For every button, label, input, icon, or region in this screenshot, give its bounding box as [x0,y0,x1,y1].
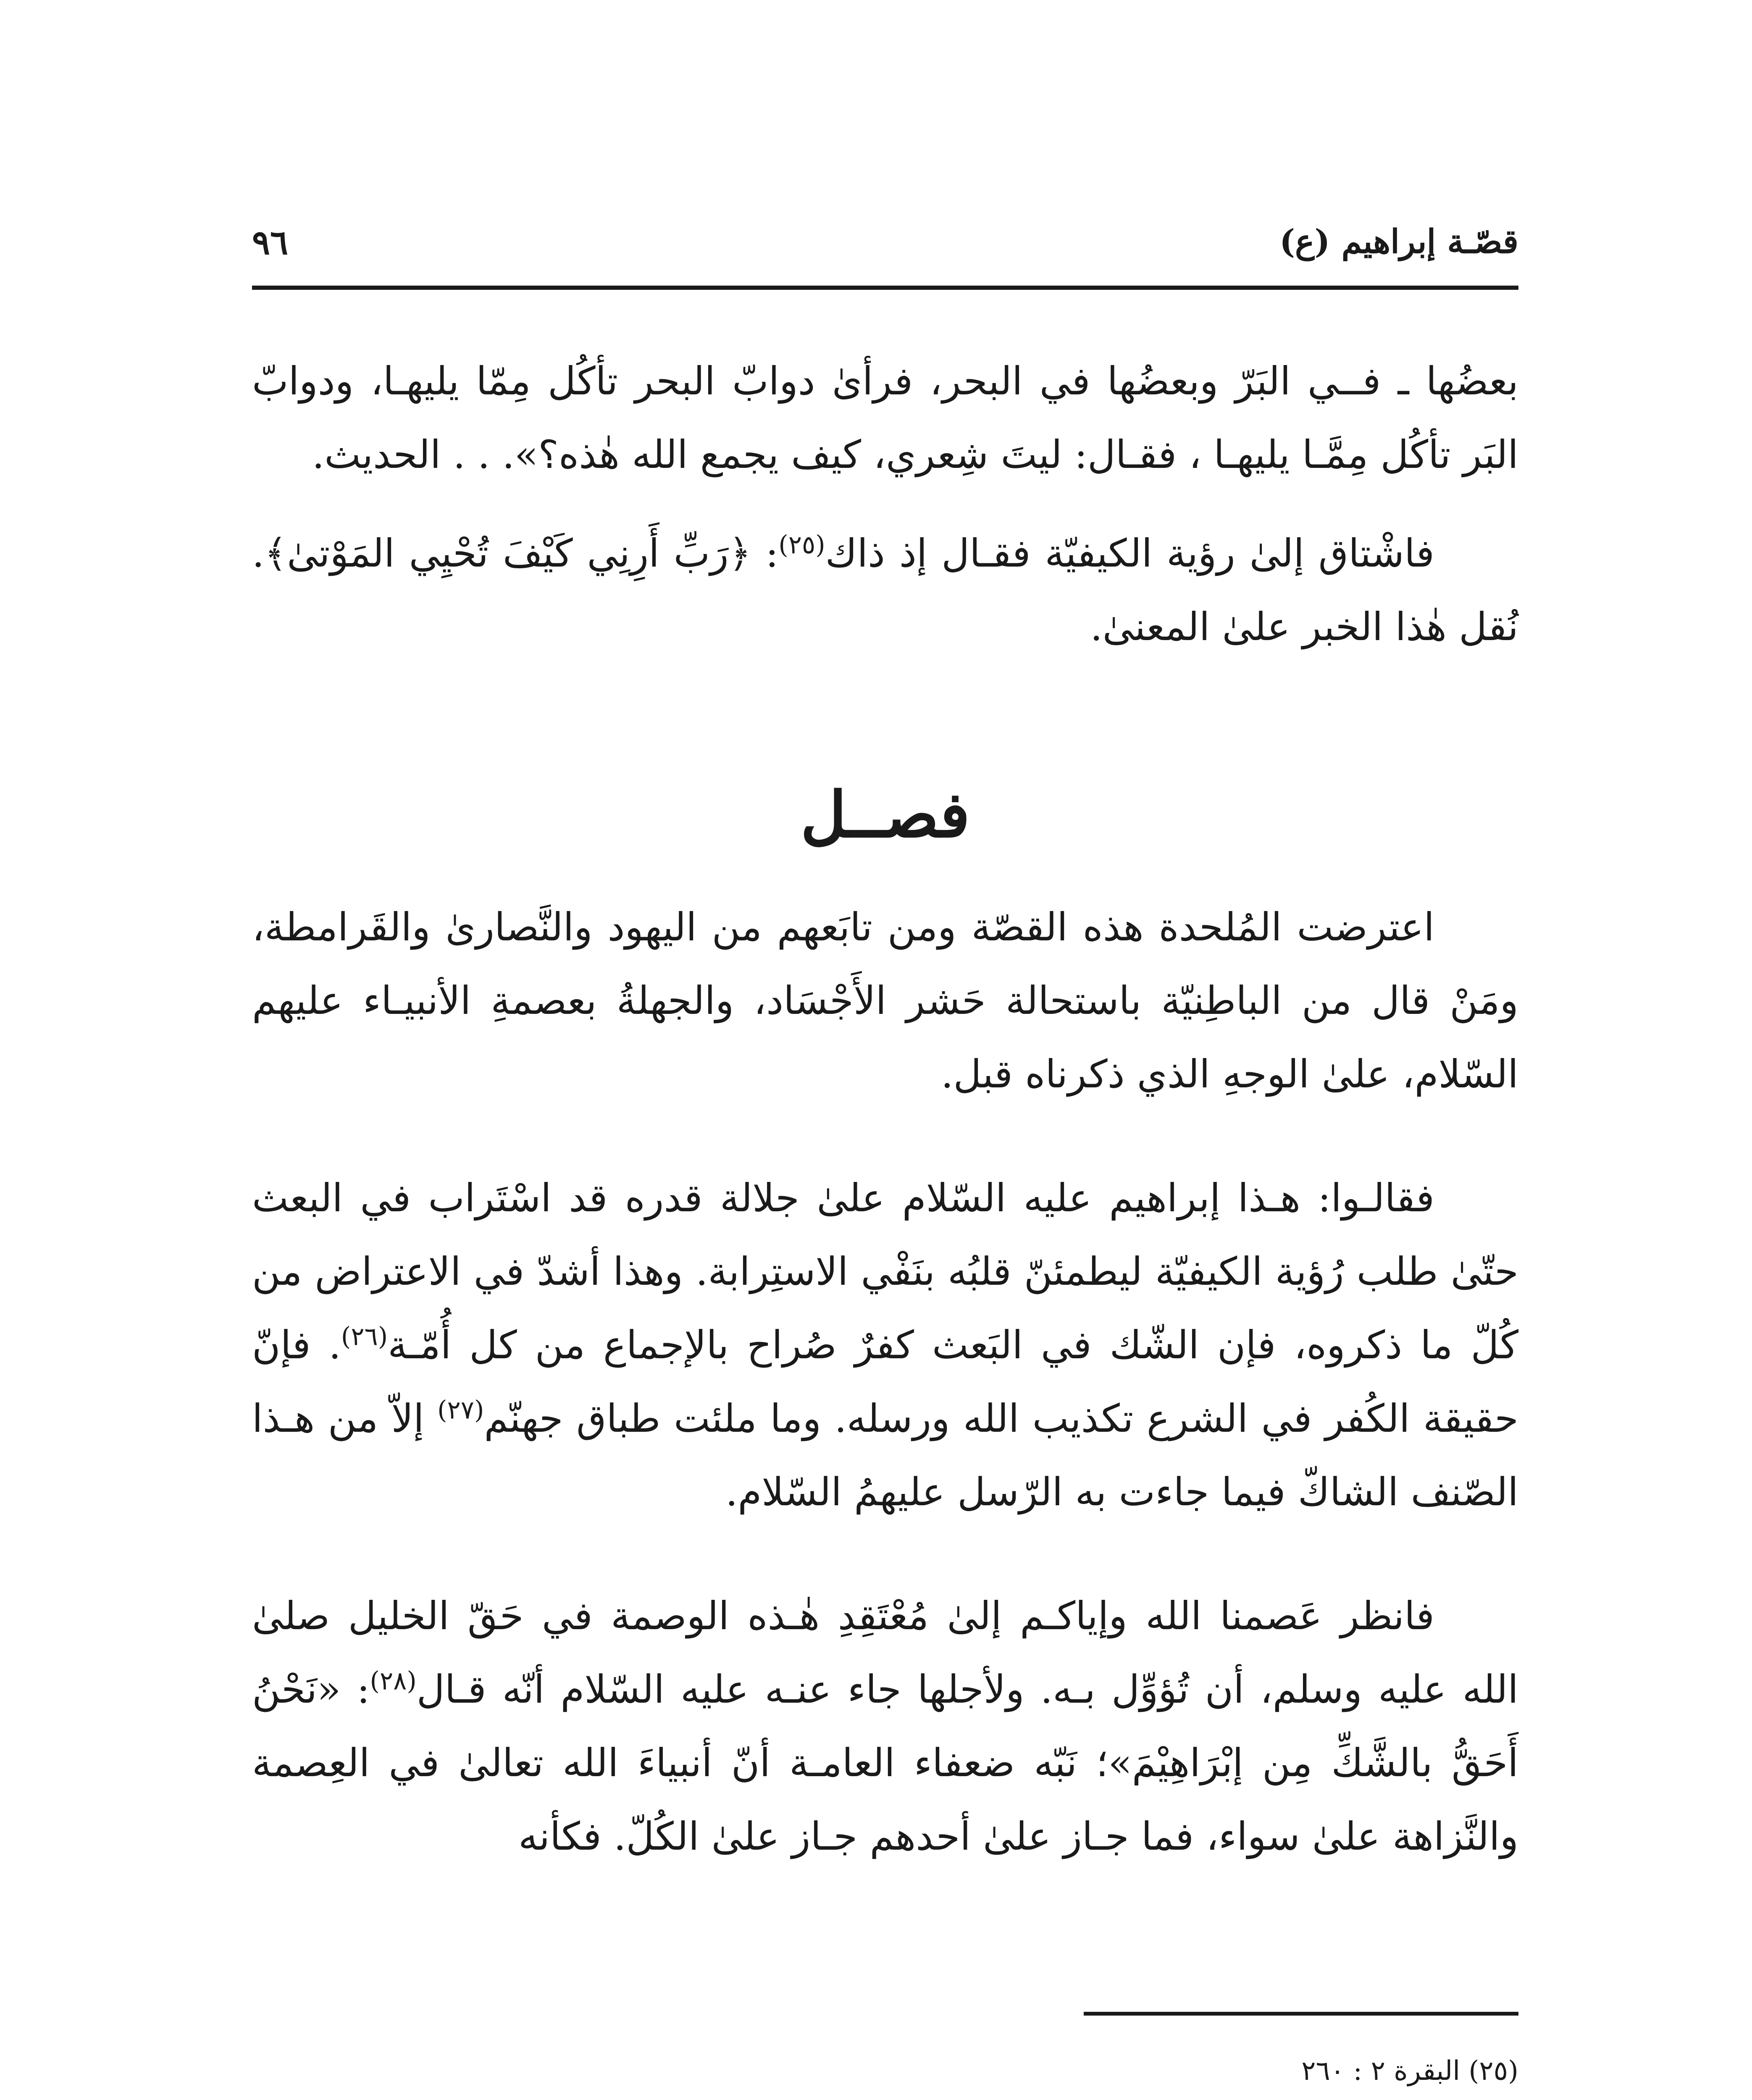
paragraph-2-text-a: فاشْتاق إلىٰ رؤية الكيفيّة فقـال إذ ذاك [825,531,1434,576]
paragraph-3: اعترضت المُلحدة هذه القصّة ومن تابَعهم من اليهود والنَّصارىٰ والقَرامطة، ومَنْ قال من الباطِنيّة باستحالة حَشر الأَجْسَاد، والجهلةُ بعصمةِ الأنبيـاء عليهم السّلام، علىٰ الوجهِ الذي ذكرناه قبل. [252,905,1518,1097]
main-text [252,344,1518,1924]
paragraph-2 [252,517,1518,664]
running-header [252,218,1518,290]
paragraph-1: بعضُها ـ فــي البَرّ وبعضُها في البحر، فرأىٰ دوابّ البحر تأكُل مِمّا يليهـا، ودوابّ البَر تأكُل مِمَّـا يليهـا ، فقـال: ليتَ شِعري، كيف يجمع الله هٰذه؟». . . الحديث. [252,359,1518,477]
paragraph-5 [252,1579,1518,1873]
paragraph-5-text-b: : «نَحْنُ أَحَقُّ بالشَّكِّ مِن إبْرَاهِيْمَ»؛ نَبّه ضعفاء العامـة أنّ أنبياءَ الله تعالىٰ في العِصمة والنَّزاهة علىٰ سواء، فما جـاز علىٰ أحدهم جـاز علىٰ الكُلّ. فكأنه [252,1667,1518,1859]
footnote-26 [252,2097,1518,2100]
page-number: ٩٦ [252,223,288,262]
footnote-ref-27: (٢٧) [437,1395,484,1425]
paragraph-4 [252,1161,1518,1529]
paragraph-2-text-b: : ﴿رَبِّ أَرِنِي كَيْفَ تُحْيِي المَوْتىٰ﴾. نُقل هٰذا الخبر علىٰ المعنىٰ. [252,531,1518,649]
section-heading: فصــل [800,778,970,852]
paragraph-4-text-b: . فإنّ حقيقة الكُفر في الشرع تكذيب الله ورسله. وما ملئت طباق جهنّم [252,1323,1518,1441]
footnote-ref-25: (٢٥) [778,530,825,560]
footnotes [252,2045,1518,2100]
paragraph-5-text-a: فانظر عَصمنا الله وإياكـم إلىٰ مُعْتَقِدِ هٰـذه الوصمة في حَقّ الخليل صلىٰ الله عليه وسلم، أن تُؤوِّل بـه. ولأجلها جاء عنـه عليه السّلام أنّه قـال [252,1593,1518,1712]
footnote-ref-28: (٢٨) [370,1666,417,1696]
header-title: قصّـة إبراهيم (ع) [1279,223,1518,261]
footnote-25: (٢٥) البقرة ٢ : ٢٦٠ [1301,2055,1518,2087]
paragraph-4-text-a: فقالـوا: هـذا إبراهيم عليه السّلام علىٰ جلالة قدره قد اسْتَراب في البعث حتّىٰ طلب رُؤية الكيفيّة ليطمئنّ قلبُه بنَفْي الاستِرابة. وهذا أشدّ في الاعتراض من كُلّ ما ذكروه، فإن الشّك في البَعث كفرٌ صُراح بالإجماع من كل أُمّـة [252,1176,1518,1368]
footnote-ref-26: (٢٦) [341,1322,388,1352]
paragraph-4-text-c: إلاّ من هـذا الصّنف الشاكّ فيما جاءت به الرّسل عليهمُ السّلام. [252,1396,1518,1515]
footnote-divider [1084,2012,1518,2016]
